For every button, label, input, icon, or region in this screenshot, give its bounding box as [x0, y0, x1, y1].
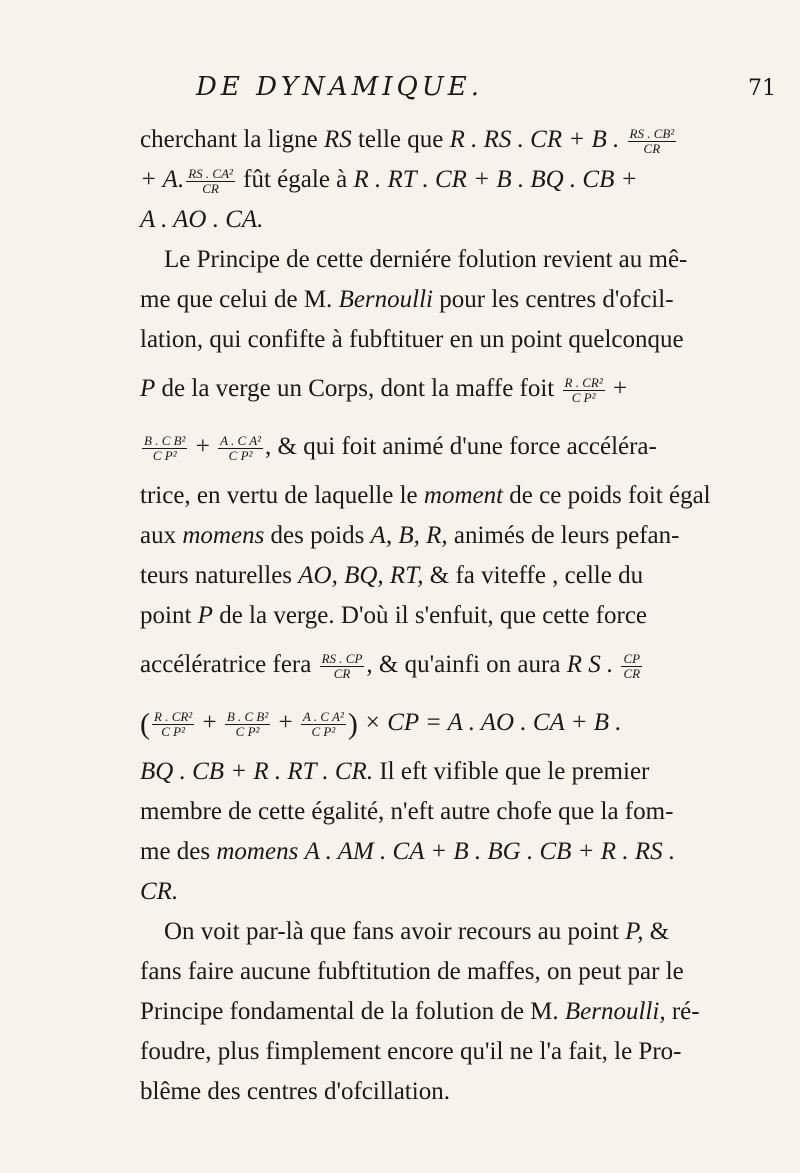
running-title: DE DYNAMIQUE.: [196, 72, 483, 102]
text-line: aux momens des poids A, B, R, animés de leurs pefan-: [140, 522, 680, 549]
text-line: CR.: [140, 878, 179, 905]
text-line: lation, qui confifte à fubftituer en un point quelconque: [140, 326, 684, 353]
fraction: $\frac{\text{B . C B²}}{\text{C P²}}$: [144, 432, 186, 463]
fraction: $\frac{\text{RS . CB²}}{CR}$: [629, 125, 675, 156]
fraction: $\frac{\text{RS . CA²}}{CR}$: [188, 165, 233, 196]
text-line: trice, en vertu de laquelle le moment de ce poids foit égal: [140, 482, 711, 509]
text-line: P de la verge un Corps, dont la maffe foit $\frac{\text{R . CR²}}{\text{C P²}}$ +: [140, 374, 628, 405]
text-line: blême des centres d'ofcillation.: [140, 1078, 450, 1105]
text-line: me des momens A . AM . CA + B . BG . CB + R . RS .: [140, 838, 676, 865]
fraction: $\frac{\text{A . C A²}}{\text{C P²}}$: [220, 432, 262, 463]
fraction: $\frac{RS . CP}{CR}$: [321, 650, 363, 681]
text-line: $\frac{\text{B . C B²}}{\text{C P²}}$ + $\frac{\text{A . C A²}}{\text{C P²}}$ , & qui foit animé d'une force accéléra-: [144, 432, 657, 463]
text-line: accélératrice fera $\frac{RS . CP}{CR}$ , & qu'ainfi on aura R S . $\frac{CP}{CR}$: [140, 650, 641, 681]
text-line: BQ . CB + R . RT . CR. Il eft vifible que le premier: [140, 758, 650, 785]
fraction: $\frac{\text{R . CR²}}{\text{C P²}}$: [564, 374, 603, 405]
equation-line: ( $\frac{\text{R . CR²}}{\text{C P²}}$ + $\frac{\text{B . C B²}}{\text{C P²}}$ + $\frac{\text{A . C A²}}{\text{C P²}}$ ) × CP = A . AO . CA + B .: [140, 707, 622, 741]
text-line: A . AO . CA.: [140, 206, 264, 233]
text-line: me que celui de M. Bernoulli pour les centres d'ofcil-: [140, 286, 674, 313]
text-line: teurs naturelles AO, BQ, RT, & fa viteffe , celle du: [140, 562, 644, 589]
text-line: Le Principe de cette derniére folution revient au mê-: [164, 246, 688, 273]
text-line: membre de cette égalité, n'eft autre chofe que la fom-: [140, 798, 674, 825]
text-line: On voit par-là que fans avoir recours au point P, &: [164, 918, 670, 945]
fraction: $\frac{CP}{CR}$: [623, 650, 641, 681]
fraction: $\frac{\text{B . C B²}}{\text{C P²}}$: [226, 708, 269, 739]
fraction: $\frac{\text{A . C A²}}{\text{C P²}}$: [302, 708, 344, 739]
body-text: [140, 120, 768, 1112]
page-number: 71: [748, 76, 776, 101]
text-line: fans faire aucune fubftitution de maffes, on peut par le: [140, 958, 684, 985]
page-header: [0, 72, 800, 112]
text-line: foudre, plus fimplement encore qu'il ne l'a fait, le Pro-: [140, 1038, 682, 1065]
text-line: cherchant la ligne RS telle que R . RS . CR + B . $\frac{\text{RS . CB²}}{CR}$: [140, 125, 675, 156]
text-line: point P de la verge. D'où il s'enfuit, que cette force: [140, 602, 648, 629]
text-line: Principe fondamental de la folution de M. Bernoulli, ré-: [140, 998, 700, 1025]
fraction: $\frac{\text{R . CR²}}{\text{C P²}}$: [154, 708, 193, 739]
text-line: + A. $\frac{\text{RS . CA²}}{CR}$ fût égale à R . RT . CR + B . BQ . CB +: [140, 165, 638, 196]
